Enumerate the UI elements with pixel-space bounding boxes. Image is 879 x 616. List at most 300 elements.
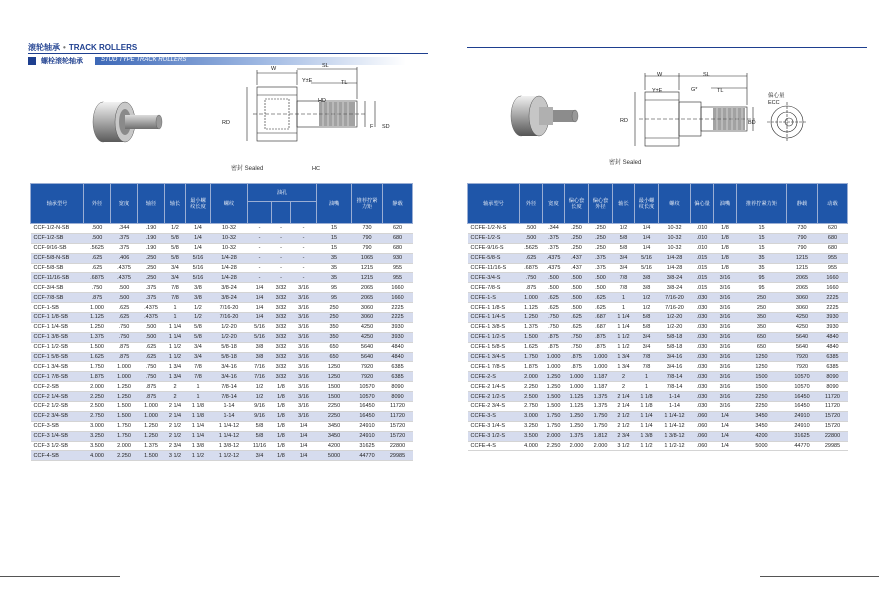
table-cell: 5/8 xyxy=(248,421,272,431)
left-th-torque: 推荐拧紧 力矩 xyxy=(352,184,383,224)
table-cell: 1.500 xyxy=(520,332,543,342)
table-cell: .5625 xyxy=(84,243,111,253)
table-cell: 790 xyxy=(352,243,383,253)
left-th-grease-fitting: 油嘴 xyxy=(317,184,352,224)
table-cell: 35 xyxy=(317,253,352,263)
table-cell: 1660 xyxy=(818,283,848,293)
table-cell: 1.375 xyxy=(84,332,111,342)
table-cell: 1.187 xyxy=(589,382,613,392)
table-cell: 4250 xyxy=(787,313,818,323)
table-cell: 4840 xyxy=(383,342,413,352)
table-cell: 16450 xyxy=(352,402,383,412)
table-cell: 730 xyxy=(787,224,818,234)
table-cell: 620 xyxy=(818,224,848,234)
table-cell: 10-32 xyxy=(211,233,248,243)
table-cell: 680 xyxy=(818,233,848,243)
table-cell: .6875 xyxy=(520,263,543,273)
table-cell: 2.250 xyxy=(84,392,111,402)
table-cell: 3060 xyxy=(352,313,383,323)
right-spec-table xyxy=(467,183,848,451)
cell-model: CCFE-3/4-S xyxy=(468,273,520,283)
table-cell: - xyxy=(291,263,317,273)
table-cell: 1 1/4-12 xyxy=(659,411,691,421)
table-cell: .250 xyxy=(589,224,613,234)
table-cell: 1250 xyxy=(737,352,787,362)
table-cell: 7/8 xyxy=(165,293,186,303)
table-cell: .875 xyxy=(84,293,111,303)
table-cell: 3/4 xyxy=(186,342,211,352)
table-row xyxy=(31,293,413,303)
table-cell: 1/8 xyxy=(272,382,291,392)
table-row xyxy=(31,392,413,402)
table-row xyxy=(468,431,848,441)
table-cell: - xyxy=(272,253,291,263)
table-cell: 1/8 xyxy=(714,224,737,234)
table-row xyxy=(31,451,413,461)
table-cell: 3/4-16 xyxy=(659,352,691,362)
table-cell: 1/4-28 xyxy=(211,253,248,263)
table-cell: 1 3/8 xyxy=(186,441,211,451)
dim-label-hc: HC xyxy=(312,166,320,172)
table-cell: 3/16 xyxy=(714,283,737,293)
table-cell: 250 xyxy=(737,293,787,303)
table-cell: 4.000 xyxy=(520,441,543,451)
table-cell: 4840 xyxy=(383,352,413,362)
table-row xyxy=(31,431,413,441)
table-row xyxy=(468,362,848,372)
cell-model: CCFE-5/8-S xyxy=(468,253,520,263)
table-cell: 1 xyxy=(613,293,635,303)
table-cell: .060 xyxy=(691,421,714,431)
table-cell: 3060 xyxy=(787,293,818,303)
table-cell: 3450 xyxy=(317,421,352,431)
table-cell: .625 xyxy=(543,303,565,313)
table-cell: 1.000 xyxy=(111,372,138,382)
table-cell: 8090 xyxy=(818,372,848,382)
left-dimension-drawing xyxy=(225,65,400,175)
table-cell: 3/16 xyxy=(714,313,737,323)
table-cell: 1/2 xyxy=(165,224,186,234)
cell-model: CCFE-2 3/4-S xyxy=(468,402,520,412)
table-cell: 930 xyxy=(383,253,413,263)
header-rule-right xyxy=(467,47,867,48)
cell-model: CCF-1 7/8-SB xyxy=(31,372,84,382)
table-cell: 35 xyxy=(737,263,787,273)
right-th-dynamic-load: 动载 xyxy=(818,184,848,224)
table-cell: 1500 xyxy=(317,382,352,392)
table-cell: 9/16 xyxy=(248,411,272,421)
table-cell: 3/4 xyxy=(613,263,635,273)
table-cell: .625 xyxy=(520,253,543,263)
cell-model: CCFE-2 1/2-S xyxy=(468,392,520,402)
header-rule-left xyxy=(28,53,428,54)
table-cell: 1 1/2-12 xyxy=(211,451,248,461)
table-cell: .875 xyxy=(565,362,589,372)
table-cell: .375 xyxy=(543,243,565,253)
table-cell: 35 xyxy=(317,273,352,283)
table-cell: 3060 xyxy=(352,303,383,313)
table-cell: 1.000 xyxy=(520,293,543,303)
cell-model: CCFE-3 1/4-S xyxy=(468,421,520,431)
table-row xyxy=(31,372,413,382)
cell-model: CCF-11/16-SB xyxy=(31,273,84,283)
table-cell: 3930 xyxy=(383,332,413,342)
table-cell: 2.000 xyxy=(111,441,138,451)
table-cell: 620 xyxy=(383,224,413,234)
cell-model: CCF-1/2-SB xyxy=(31,233,84,243)
table-cell: 10-32 xyxy=(659,233,691,243)
table-cell: 6385 xyxy=(383,362,413,372)
table-cell: 5640 xyxy=(787,342,818,352)
table-cell: .500 xyxy=(520,233,543,243)
table-cell: .875 xyxy=(138,392,165,402)
table-cell: 3/8 xyxy=(635,283,659,293)
table-cell: .250 xyxy=(565,233,589,243)
table-cell: 3/8 xyxy=(635,273,659,283)
table-cell: 1/4 xyxy=(248,293,272,303)
table-cell: 1 1/8 xyxy=(635,402,659,412)
dim-label-tl: TL xyxy=(341,80,348,86)
table-cell: 1.500 xyxy=(111,411,138,421)
table-cell: 1 3/4 xyxy=(613,352,635,362)
table-cell: 3930 xyxy=(818,313,848,323)
table-cell: 22800 xyxy=(383,441,413,451)
table-cell: 3.500 xyxy=(520,431,543,441)
table-row xyxy=(31,402,413,412)
table-cell: 3/16 xyxy=(714,362,737,372)
table-cell: 1250 xyxy=(737,362,787,372)
table-cell: .4375 xyxy=(111,273,138,283)
table-cell: - xyxy=(272,243,291,253)
table-cell: 7/16-20 xyxy=(211,303,248,313)
table-cell: 3.000 xyxy=(84,421,111,431)
table-cell: 1/2 xyxy=(248,382,272,392)
table-cell: 3/32 xyxy=(272,352,291,362)
table-cell: .4375 xyxy=(111,263,138,273)
table-cell: .375 xyxy=(543,233,565,243)
cell-model: CCF-7/8-SB xyxy=(31,293,84,303)
table-cell: 7920 xyxy=(787,352,818,362)
table-cell: - xyxy=(248,233,272,243)
dim-label-bd-right: BD xyxy=(748,120,756,126)
table-cell: 3/16 xyxy=(291,332,317,342)
table-cell: .344 xyxy=(543,224,565,234)
table-row xyxy=(468,313,848,323)
table-cell: 3/16 xyxy=(291,283,317,293)
table-cell: 1 1/4 xyxy=(613,313,635,323)
table-cell: 2065 xyxy=(352,293,383,303)
table-cell: 2 1/2 xyxy=(613,411,635,421)
table-cell: .750 xyxy=(138,362,165,372)
table-cell: 1.000 xyxy=(543,362,565,372)
table-cell: 680 xyxy=(383,243,413,253)
table-cell: 250 xyxy=(317,313,352,323)
table-cell: 6385 xyxy=(818,362,848,372)
table-cell: .875 xyxy=(543,342,565,352)
table-cell: 5/8 xyxy=(248,431,272,441)
table-cell: 3/16 xyxy=(714,293,737,303)
table-cell: 7/8 xyxy=(613,283,635,293)
table-cell: .030 xyxy=(691,382,714,392)
table-cell: .687 xyxy=(589,322,613,332)
table-cell: 35 xyxy=(317,263,352,273)
cell-model: CCF-4-SB xyxy=(31,451,84,461)
table-cell: 350 xyxy=(737,313,787,323)
table-cell: 2.250 xyxy=(520,382,543,392)
table-cell: 2250 xyxy=(317,402,352,412)
right-th-ecc-od: 偏心套 外径 xyxy=(589,184,613,224)
table-cell: 1 1/2 xyxy=(613,342,635,352)
table-cell: 5000 xyxy=(737,441,787,451)
table-cell: .010 xyxy=(691,233,714,243)
table-cell: 1.812 xyxy=(589,431,613,441)
table-cell: 2250 xyxy=(737,402,787,412)
table-row xyxy=(31,441,413,451)
table-cell: 1/4 xyxy=(714,421,737,431)
table-cell: .250 xyxy=(138,253,165,263)
table-cell: 2 3/4 xyxy=(165,441,186,451)
table-cell: 1.625 xyxy=(520,342,543,352)
table-cell: 7/8 xyxy=(186,372,211,382)
table-cell: 95 xyxy=(317,283,352,293)
table-cell: 3060 xyxy=(787,303,818,313)
cell-model: CCF-5/8-SB xyxy=(31,263,84,273)
table-cell: 24910 xyxy=(787,411,818,421)
dim-label-ecc-right: 偏心量 ECC xyxy=(768,93,785,106)
cell-model: CCF-9/16-SB xyxy=(31,243,84,253)
table-cell: 1 1/4 xyxy=(186,421,211,431)
table-cell: .375 xyxy=(111,233,138,243)
table-cell: 5/16 xyxy=(248,322,272,332)
table-cell: 1/8 xyxy=(272,402,291,412)
table-cell: - xyxy=(248,253,272,263)
footer-rule-left xyxy=(0,576,120,577)
table-cell: 730 xyxy=(352,224,383,234)
table-cell: 7/16 xyxy=(248,362,272,372)
right-sealed-caption: 密封 Sealed xyxy=(609,160,642,166)
table-cell: 7920 xyxy=(787,362,818,372)
table-cell: 1.500 xyxy=(543,402,565,412)
table-cell: 1.500 xyxy=(543,392,565,402)
table-cell: 1660 xyxy=(383,283,413,293)
table-cell: 11/16 xyxy=(248,441,272,451)
table-cell: 3/16 xyxy=(291,322,317,332)
table-cell: 5/8-18 xyxy=(659,342,691,352)
table-cell: 8090 xyxy=(383,392,413,402)
table-cell: 650 xyxy=(737,332,787,342)
table-cell: 2 1/4 xyxy=(613,392,635,402)
table-cell: 1.250 xyxy=(520,313,543,323)
table-cell: 1/8 xyxy=(272,431,291,441)
right-th-od: 外径 xyxy=(520,184,543,224)
table-cell: .500 xyxy=(543,273,565,283)
left-table-body xyxy=(31,224,413,461)
table-cell: 2250 xyxy=(317,411,352,421)
left-product-photo xyxy=(85,95,165,150)
table-cell: 3.500 xyxy=(84,441,111,451)
right-th-thread: 螺纹 xyxy=(659,184,691,224)
table-cell: .250 xyxy=(138,263,165,273)
table-cell: .625 xyxy=(565,322,589,332)
table-cell: 1.875 xyxy=(520,362,543,372)
right-th-grease-fitting: 油嘴 xyxy=(714,184,737,224)
cell-model: CCF-2 3/4-SB xyxy=(31,411,84,421)
table-cell: 1/4 xyxy=(714,431,737,441)
table-cell: 2 xyxy=(613,382,635,392)
table-cell: 2.000 xyxy=(520,372,543,382)
subheader-cn: 螺栓滚轮轴承 xyxy=(41,58,83,65)
right-th-eccentricity: 偏心量 xyxy=(691,184,714,224)
table-cell: 3/16 xyxy=(714,342,737,352)
table-cell: 95 xyxy=(737,283,787,293)
table-cell: .500 xyxy=(543,283,565,293)
table-row xyxy=(31,273,413,283)
table-cell: 5/8 xyxy=(186,332,211,342)
table-row xyxy=(31,283,413,293)
table-cell: 44770 xyxy=(352,451,383,461)
cell-model: CCF-2-SB xyxy=(31,382,84,392)
table-cell: 3/16 xyxy=(714,303,737,313)
table-cell: 1215 xyxy=(352,273,383,283)
table-cell: 1.500 xyxy=(111,402,138,412)
left-th-oil-hole: 油孔 xyxy=(248,184,317,202)
table-row xyxy=(31,421,413,431)
table-cell: 1/4 xyxy=(635,224,659,234)
table-cell: 3930 xyxy=(383,322,413,332)
table-cell: 1/2 xyxy=(186,303,211,313)
table-cell: 4.000 xyxy=(84,451,111,461)
right-th-min-thread: 最小螺 纹长度 xyxy=(635,184,659,224)
table-cell: .750 xyxy=(565,332,589,342)
right-th-model: 轴承型号 xyxy=(468,184,520,224)
table-cell: .4375 xyxy=(543,263,565,273)
table-cell: 1.250 xyxy=(111,382,138,392)
table-cell: 1 1/4-12 xyxy=(659,421,691,431)
right-table-body xyxy=(468,224,848,451)
table-cell: .625 xyxy=(138,352,165,362)
table-cell: .250 xyxy=(565,224,589,234)
table-cell: 1.250 xyxy=(111,392,138,402)
table-cell: 1/8 xyxy=(714,253,737,263)
table-cell: 35 xyxy=(737,253,787,263)
right-th-ecc-length: 偏心套 长度 xyxy=(565,184,589,224)
header-cn: 滚轮轴承 xyxy=(28,43,60,52)
table-row xyxy=(468,441,848,451)
table-cell: 2065 xyxy=(787,273,818,283)
table-cell: 3.250 xyxy=(84,431,111,441)
table-cell: .875 xyxy=(589,332,613,342)
table-cell: 1065 xyxy=(352,253,383,263)
subheader-bar xyxy=(28,57,448,65)
table-cell: 5640 xyxy=(352,342,383,352)
right-dimension-drawing xyxy=(615,70,815,170)
table-cell: .6875 xyxy=(84,273,111,283)
table-cell: 5/8 xyxy=(613,233,635,243)
table-cell: 3 1/2 xyxy=(613,441,635,451)
table-cell: - xyxy=(291,253,317,263)
table-cell: 3/8-24 xyxy=(211,283,248,293)
table-cell: 5/16 xyxy=(186,263,211,273)
table-cell: 1/4 xyxy=(291,421,317,431)
table-cell: 3930 xyxy=(818,322,848,332)
table-row xyxy=(31,224,413,234)
table-row xyxy=(468,263,848,273)
table-cell: .4375 xyxy=(138,313,165,323)
table-cell: 1 1/8 xyxy=(186,402,211,412)
table-cell: 16450 xyxy=(787,392,818,402)
header-separator: • xyxy=(63,43,66,52)
table-cell: 7/8 xyxy=(186,362,211,372)
table-cell: .250 xyxy=(138,273,165,283)
table-cell: 3/4 xyxy=(248,451,272,461)
table-cell: 1/8 xyxy=(272,392,291,402)
table-cell: 1 3/8-12 xyxy=(659,431,691,441)
table-cell: 1.375 xyxy=(589,392,613,402)
table-cell: 3.000 xyxy=(520,411,543,421)
table-cell: 1.000 xyxy=(138,411,165,421)
table-cell: .030 xyxy=(691,303,714,313)
table-cell: 7/8 xyxy=(635,362,659,372)
table-cell: 2.000 xyxy=(589,441,613,451)
dim-label-sl: SL xyxy=(322,63,329,69)
table-cell: 4200 xyxy=(317,441,352,451)
table-cell: 3 1/2 xyxy=(165,451,186,461)
dim-label-f: F xyxy=(370,124,374,130)
cell-model: CCFE-1/2-N-S xyxy=(468,224,520,234)
table-row xyxy=(468,342,848,352)
table-cell: 3/8 xyxy=(186,283,211,293)
table-cell: 1.375 xyxy=(589,402,613,412)
table-cell: 1.750 xyxy=(589,421,613,431)
table-cell: 1.125 xyxy=(520,303,543,313)
left-sealed-caption: 密封 Sealed xyxy=(231,166,264,172)
table-cell: 1 1/2 xyxy=(165,342,186,352)
table-cell: 8090 xyxy=(383,382,413,392)
table-cell: 2225 xyxy=(383,313,413,323)
dim-label-hd: HD xyxy=(318,98,326,104)
table-cell: 2.250 xyxy=(111,451,138,461)
table-row xyxy=(468,303,848,313)
table-cell: 2.750 xyxy=(520,402,543,412)
table-cell: 3/16 xyxy=(291,362,317,372)
table-cell: 1-14 xyxy=(659,392,691,402)
table-cell: 1.250 xyxy=(543,372,565,382)
dim-label-rd-right: RD xyxy=(620,118,628,124)
table-cell: 1/8 xyxy=(714,233,737,243)
table-cell: 1 xyxy=(635,372,659,382)
cell-model: CCFE-1-S xyxy=(468,293,520,303)
table-cell: 1 1/2 xyxy=(186,451,211,461)
table-cell: 3/16 xyxy=(714,392,737,402)
table-row xyxy=(31,313,413,323)
table-cell: 2225 xyxy=(818,293,848,303)
table-cell: .750 xyxy=(565,342,589,352)
table-cell: 1660 xyxy=(818,273,848,283)
table-cell: 1.250 xyxy=(565,411,589,421)
table-cell: 5/8 xyxy=(165,233,186,243)
table-cell: - xyxy=(291,224,317,234)
table-cell: .625 xyxy=(111,313,138,323)
table-row xyxy=(468,372,848,382)
table-row xyxy=(31,303,413,313)
table-cell: 650 xyxy=(317,352,352,362)
table-cell: 1.000 xyxy=(543,352,565,362)
table-cell: 5000 xyxy=(317,451,352,461)
table-cell: 5/16 xyxy=(186,273,211,283)
table-cell: .500 xyxy=(84,224,111,234)
table-cell: 1/4 xyxy=(291,441,317,451)
table-cell: 3450 xyxy=(317,431,352,441)
